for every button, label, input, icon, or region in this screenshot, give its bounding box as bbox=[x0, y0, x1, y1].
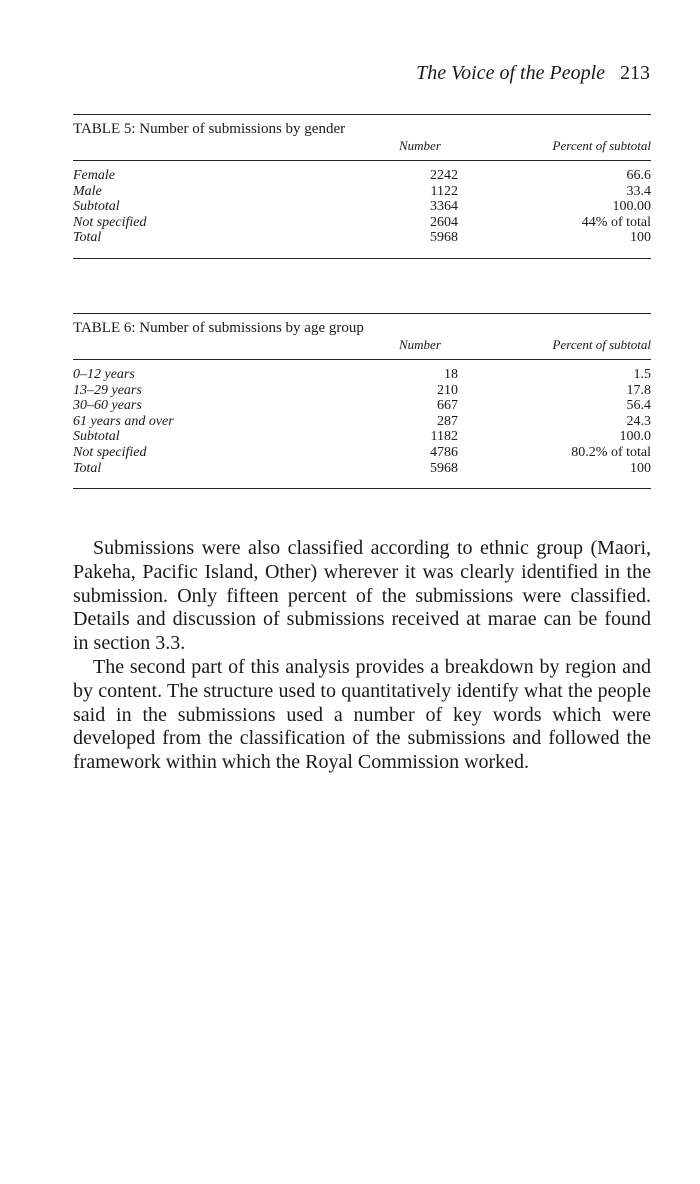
row-number: 18 bbox=[444, 367, 458, 382]
row-label: 30–60 years bbox=[73, 398, 142, 414]
row-label: Subtotal bbox=[73, 429, 120, 445]
table-5-caption: TABLE 5: Number of submissions by gender bbox=[73, 121, 346, 137]
row-percent: 56.4 bbox=[626, 398, 651, 414]
row-label: Female bbox=[73, 168, 115, 183]
row-percent: 100.00 bbox=[612, 199, 651, 215]
row-percent: 44% of total bbox=[581, 214, 651, 230]
row-number: 3364 bbox=[430, 199, 458, 215]
table-row bbox=[73, 383, 651, 399]
running-title: The Voice of the People bbox=[416, 62, 605, 84]
row-number: 2242 bbox=[430, 168, 458, 183]
table-row bbox=[73, 367, 651, 383]
running-head bbox=[416, 62, 650, 85]
row-number: 667 bbox=[437, 398, 458, 414]
table-6-col-percent: Percent of subtotal bbox=[552, 337, 651, 352]
table-6-top-rule bbox=[73, 313, 651, 314]
table-row bbox=[73, 230, 651, 246]
body-paragraph: Submissions were also classified according to ethnic group (Maori, Pakeha, Pacific Island, Other) wherever it was clearly identified in the submission. Only fifteen percent of the submissions were classified. Details and discussion of submissions received at marae can be found in section 3.3. bbox=[73, 537, 651, 655]
row-number: 210 bbox=[437, 382, 458, 398]
body-text bbox=[73, 537, 651, 775]
table-5-bottom-rule bbox=[73, 258, 651, 259]
table-5 bbox=[73, 114, 651, 259]
table-row bbox=[73, 445, 651, 461]
row-number: 4786 bbox=[430, 444, 458, 460]
row-percent: 33.4 bbox=[626, 183, 651, 199]
row-number: 2604 bbox=[430, 214, 458, 230]
row-label: Total bbox=[73, 230, 102, 246]
table-5-header bbox=[73, 138, 651, 160]
table-row bbox=[73, 461, 651, 477]
row-label: 0–12 years bbox=[73, 367, 135, 382]
table-row bbox=[73, 414, 651, 430]
table-5-col-percent: Percent of subtotal bbox=[552, 138, 651, 153]
row-label: 61 years and over bbox=[73, 413, 174, 429]
table-row bbox=[73, 184, 651, 200]
row-label: 13–29 years bbox=[73, 382, 142, 398]
row-label: Total bbox=[73, 460, 102, 476]
table-row bbox=[73, 215, 651, 231]
table-row bbox=[73, 398, 651, 414]
row-percent: 100 bbox=[630, 230, 651, 246]
row-percent: 66.6 bbox=[626, 168, 651, 183]
table-6-caption: TABLE 6: Number of submissions by age group bbox=[73, 320, 364, 336]
table-row bbox=[73, 199, 651, 215]
table-5-body bbox=[73, 161, 651, 258]
row-percent: 100.0 bbox=[619, 429, 651, 445]
row-number: 5968 bbox=[430, 460, 458, 476]
row-label: Subtotal bbox=[73, 199, 120, 215]
table-6-col-number: Number bbox=[399, 337, 441, 352]
table-row bbox=[73, 168, 651, 184]
row-number: 1182 bbox=[430, 429, 458, 445]
table-6 bbox=[73, 313, 651, 489]
row-percent: 17.8 bbox=[626, 382, 651, 398]
row-percent: 100 bbox=[630, 460, 651, 476]
table-6-header bbox=[73, 337, 651, 359]
table-5-top-rule bbox=[73, 114, 651, 115]
row-percent: 24.3 bbox=[626, 413, 651, 429]
row-number: 5968 bbox=[430, 230, 458, 246]
row-label: Not specified bbox=[73, 214, 147, 230]
row-label: Male bbox=[73, 183, 102, 199]
page-number: 213 bbox=[620, 62, 650, 84]
row-number: 1122 bbox=[430, 183, 458, 199]
table-6-bottom-rule bbox=[73, 488, 651, 489]
row-number: 287 bbox=[437, 413, 458, 429]
row-percent: 80.2% of total bbox=[571, 444, 651, 460]
table-5-col-number: Number bbox=[399, 138, 441, 153]
row-label: Not specified bbox=[73, 444, 147, 460]
body-paragraph: The second part of this analysis provides a breakdown by region and by content. The structure used to quantitatively identify what the people said in the submissions used a number of key words which were developed from the classification of the submissions and followed the framework within which the Royal Commission worked. bbox=[73, 655, 651, 774]
table-6-body bbox=[73, 360, 651, 488]
table-row bbox=[73, 429, 651, 445]
row-percent: 1.5 bbox=[633, 367, 651, 382]
